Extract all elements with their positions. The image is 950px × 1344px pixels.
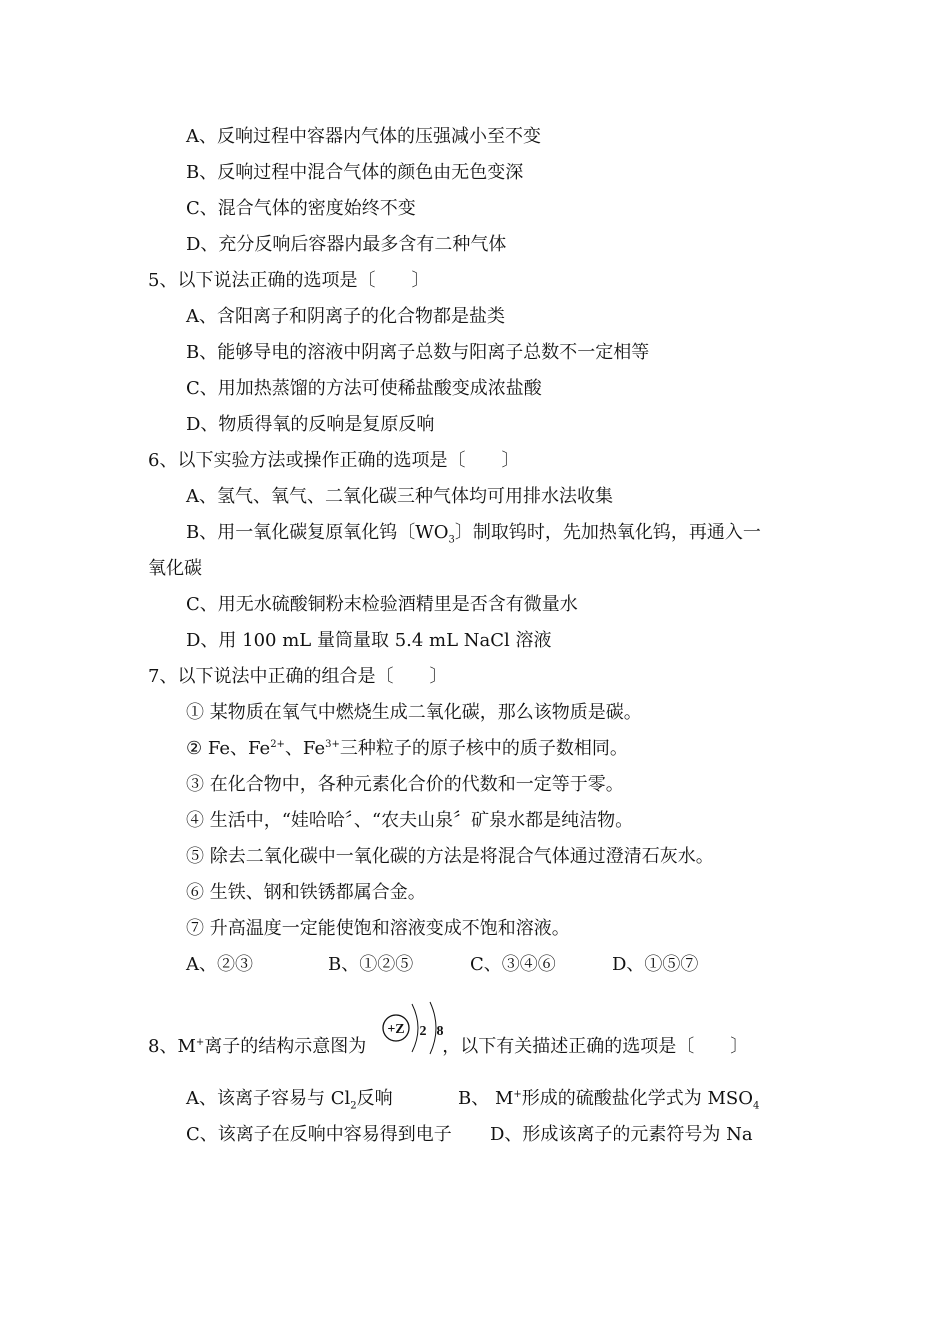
q7-statement-1: ① 某物质在氧气中燃烧生成二氧化碳，那么该物质是碳。 <box>186 702 642 723</box>
q8-option-a-text2: 反响 <box>356 1088 393 1109</box>
q7-statement-5: ⑤ 除去二氧化碳中一氧化碳的方法是将混合气体通过澄清石灰水。 <box>186 846 714 867</box>
q7-stem: 7、以下说法中正确的组合是〔 〕 <box>148 666 448 687</box>
q7-statement-3: ③ 在化合物中，各种元素化合价的代数和一定等于零。 <box>186 774 624 795</box>
electron-shell-arc-2 <box>430 1002 436 1054</box>
q8-option-a-sub: 2 <box>350 1100 357 1112</box>
q5-option-c: C、用加热蒸馏的方法可使稀盐酸变成浓盐酸 <box>186 378 542 399</box>
q7-options <box>186 954 698 976</box>
q4-option-c: C、混合气体的密度始终不变 <box>186 198 416 219</box>
q7-statement-2 <box>186 738 628 760</box>
q6-option-a: A、氢气、氧气、二氧化碳三种气体均可用排水法收集 <box>186 486 613 507</box>
nucleus-charge: +Z <box>387 1022 405 1037</box>
q6-option-b-continuation: 氧化碳 <box>148 558 202 579</box>
q5-option-d: D、物质得氧的反响是复原反响 <box>186 414 435 435</box>
q4-option-d: D、充分反响后容器内最多含有二种气体 <box>186 234 507 255</box>
q8-option-a <box>186 1088 458 1110</box>
q7-option-a: A、②③ <box>186 954 253 975</box>
q6-option-b-subscript: 3 <box>448 534 455 546</box>
q8-option-a-text1: A、该离子容易与 Cl <box>186 1088 351 1109</box>
q8-option-b <box>458 1088 759 1110</box>
q7-option-c: C、③④⑥ <box>470 954 556 975</box>
q6-option-b-text1: B、用一氧化碳复原氧化钨〔WO <box>186 522 449 543</box>
q6-option-b <box>186 522 761 544</box>
q7-statement-6: ⑥ 生铁、钢和铁锈都属合金。 <box>186 882 426 903</box>
q8-stem-text2: 离子的结构示意图为 <box>204 1036 367 1057</box>
q6-option-d: D、用 100 mL 量筒量取 5.4 mL NaCl 溶液 <box>186 630 552 651</box>
q7-option-d: D、①⑤⑦ <box>612 954 699 975</box>
q8-option-b-sub: 4 <box>753 1100 760 1112</box>
q7-s2-sup1: 2+ <box>270 739 285 750</box>
ion-structure-diagram <box>378 998 448 1058</box>
q4-option-b: B、反响过程中混合气体的颜色由无色变深 <box>186 162 524 183</box>
q8-stem-text1: 8、M <box>148 1036 196 1057</box>
q8-option-d: D、形成该离子的元素符号为 Na <box>490 1124 753 1145</box>
q6-option-c: C、用无水硫酸铜粉末检验酒精里是否含有微量水 <box>186 594 578 615</box>
q6-stem: 6、以下实验方法或操作正确的选项是〔 〕 <box>148 450 520 471</box>
q7-statement-4: ④ 生活中，“娃哈哈〞、“农夫山泉〞矿泉水都是纯洁物。 <box>186 810 634 831</box>
q5-option-b: B、能够导电的溶液中阴离子总数与阳离子总数不一定相等 <box>186 342 650 363</box>
q8-option-b-text2: 形成的硫酸盐化学式为 MSO <box>521 1088 754 1109</box>
q8-option-b-text1: B、 M <box>458 1088 514 1109</box>
q7-s2-text3: 三种粒子的原子核中的质子数相同。 <box>339 738 628 759</box>
q7-option-b: B、①②⑤ <box>328 954 414 975</box>
q4-option-a: A、反响过程中容器内气体的压强减小至不变 <box>186 126 541 147</box>
q6-option-b-text2: 〕制取钨时，先加热氧化钨，再通入一 <box>454 522 761 543</box>
q7-s2-text1: ② Fe、Fe <box>186 738 271 759</box>
q5-stem: 5、以下说法正确的选项是〔 〕 <box>148 270 430 291</box>
q7-s2-text2: 、Fe <box>284 738 326 759</box>
q8-options-row-1 <box>186 1088 759 1110</box>
q8-stem-text3: ，以下有关描述正确的选项是〔 〕 <box>442 1036 749 1057</box>
q7-statement-7: ⑦ 升高温度一定能使饱和溶液变成不饱和溶液。 <box>186 918 570 939</box>
q8-stem-sup: + <box>195 1037 205 1048</box>
q5-option-a: A、含阳离子和阴离子的化合物都是盐类 <box>186 306 505 327</box>
electron-shell-arc-1 <box>412 1004 418 1052</box>
q8-option-b-sup: + <box>513 1089 522 1100</box>
shell-1-electrons: 2 <box>419 1024 427 1039</box>
q8-option-c: C、该离子在反响中容易得到电子 <box>186 1124 452 1145</box>
shell-2-electrons: 8 <box>436 1024 444 1039</box>
q8-options-row-2 <box>186 1124 753 1146</box>
q7-s2-sup2: 3+ <box>325 739 340 750</box>
q8-stem <box>148 1036 748 1058</box>
